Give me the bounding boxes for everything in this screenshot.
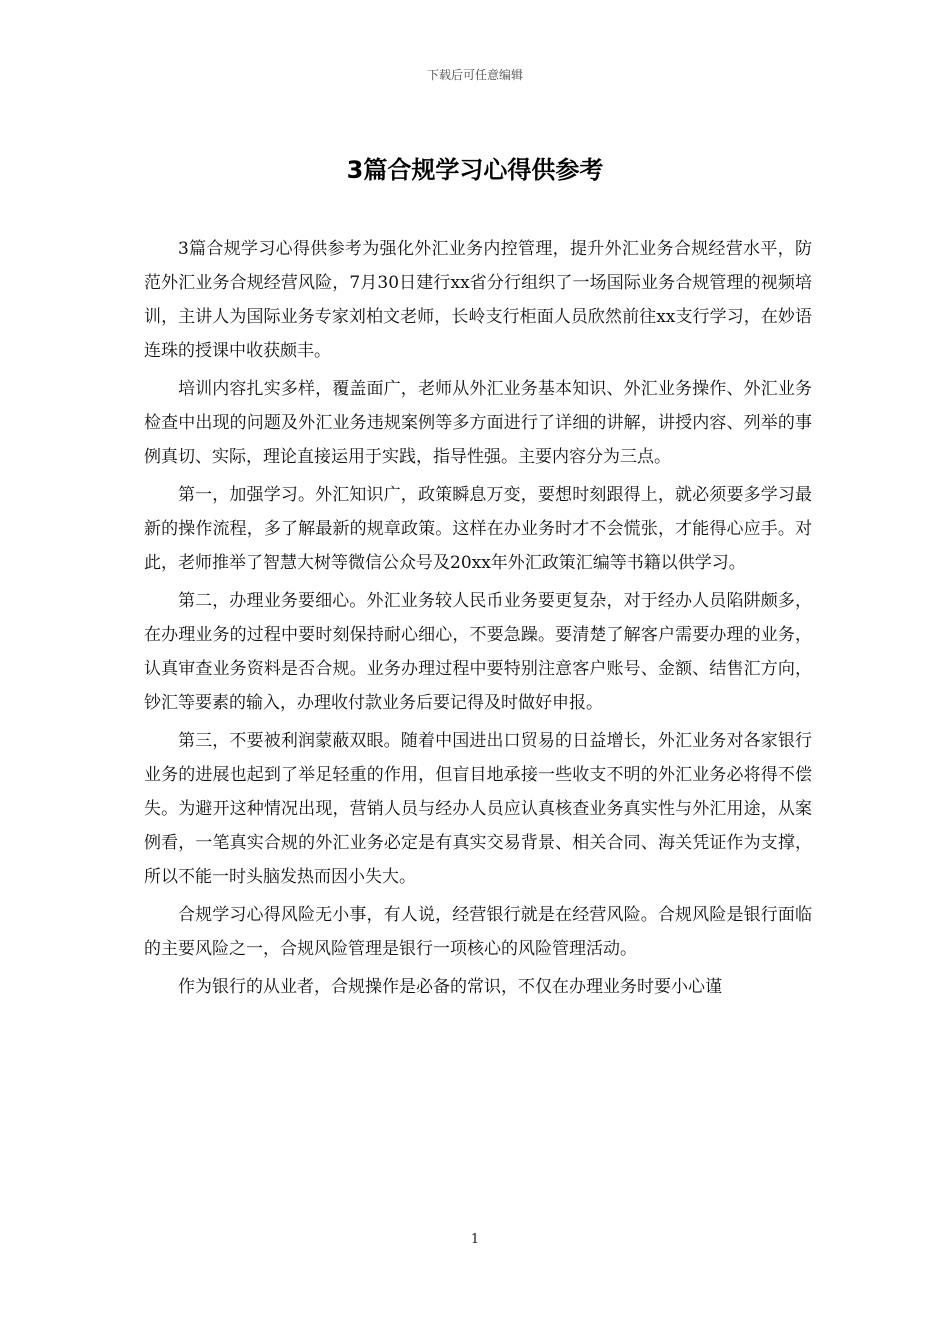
paragraph: 3篇合规学习心得供参考为强化外汇业务内控管理，提升外汇业务合规经营水平，防范外汇业务合规经营风险，7月30日建行xx省分行组织了一场国际业务合规管理的视频培训，主讲人为国际业务专家刘柏文老师，长岭支行柜面人员欣然前往xx支行学习，在妙语连珠的授课中收获颇丰。 [144, 239, 812, 361]
paragraph: 合规学习心得风险无小事，有人说，经营银行就是在经营风险。合规风险是银行面临的主要风险之一，合规风险管理是银行一项核心的风险管理活动。 [144, 905, 812, 959]
page-header: 下载后可任意编辑 [426, 68, 523, 82]
document-body [144, 232, 812, 1008]
paragraph: 第三，不要被利润蒙蔽双眼。随着中国进出口贸易的日益增长，外汇业务对各家银行业务的进展也起到了举足轻重的作用，但盲目地承接一些收支不明的外汇业务必将得不偿失。为避开这种情况出现，营销人员与经办人员应认真核查业务真实性与外汇用途，从案例看，一笔真实合规的外汇业务必定是有真实交易背景、相关合同、海关凭证作为支撑，所以不能一时头脑发热而因小失大。 [144, 731, 812, 887]
paragraph: 作为银行的从业者，合规操作是必备的常识，不仅在办理业务时要小心谨 [178, 977, 722, 997]
paragraph: 第一，加强学习。外汇知识广，政策瞬息万变，要想时刻跟得上，就必须要多学习最新的操作流程，多了解最新的规章政策。这样在办业务时才不会慌张，才能得心应手。对此，老师推举了智慧大树等微信公众号及20xx年外汇政策汇编等书籍以供学习。 [144, 485, 812, 573]
paragraph: 第二，办理业务要细心。外汇业务较人民币业务要更复杂，对于经办人员陷阱颇多，在办理业务的过程中要时刻保持耐心细心，不要急躁。要清楚了解客户需要办理的业务，认真审查业务资料是否合规。业务办理过程中要特别注意客户账号、金额、结售汇方向，钞汇等要素的输入，办理收付款业务后要记得及时做好申报。 [144, 591, 812, 713]
paragraph: 培训内容扎实多样，覆盖面广，老师从外汇业务基本知识、外汇业务操作、外汇业务检查中出现的问题及外汇业务违规案例等多方面进行了详细的讲解，讲授内容、列举的事例真切、实际，理论直接运用于实践，指导性强。主要内容分为三点。 [144, 379, 812, 467]
page-number: 1 [470, 1232, 480, 1247]
document-title: 3篇合规学习心得供参考 [346, 156, 604, 184]
